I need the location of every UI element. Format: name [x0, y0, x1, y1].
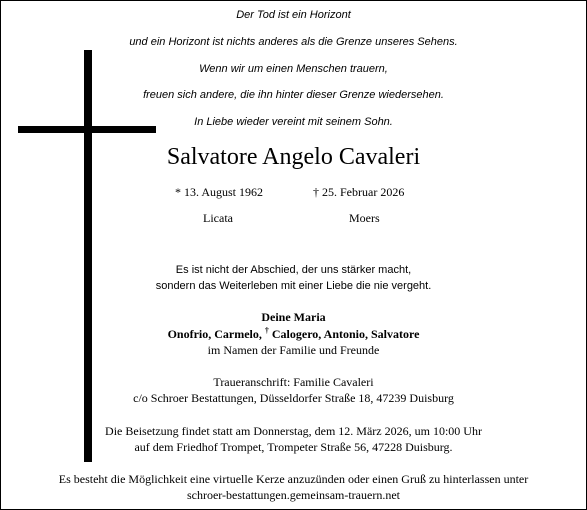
- death-date: † 25. Februar 2026: [313, 185, 405, 199]
- deceased-name: Salvatore Angelo Cavaleri: [166, 144, 421, 170]
- funeral-line-1: Die Beisetzung findet statt am Donnerstag, dem 12. März 2026, um 10:00 Uhr: [105, 424, 482, 438]
- mourners-names-part-2: Calogero, Antonio, Salvatore: [271, 327, 420, 341]
- footer-line-1: Es besteht die Möglichkeit eine virtuelle Kerze anzuzünden oder einen Gruß zu hinterlassen unter: [58, 472, 529, 486]
- poem-line-5: In Liebe wieder vereint mit seinem Sohn.: [194, 116, 393, 128]
- address-line-2: c/o Schroer Bestattungen, Düsseldorfer Straße 18, 47239 Duisburg: [133, 391, 454, 405]
- address-line-1: Traueranschrift: Familie Cavaleri: [213, 375, 374, 389]
- poem-line-3: Wenn wir um einen Menschen trauern,: [199, 63, 388, 75]
- quote-line-2: sondern das Weiterleben mit einer Liebe die nie vergeht.: [155, 280, 432, 292]
- poem-line-2: und ein Horizont ist nichts anderes als die Grenze unseres Sehens.: [129, 36, 458, 48]
- mourners-line-1: Deine Maria: [261, 310, 326, 324]
- birthplace: Licata: [203, 211, 233, 225]
- mourners-line-3: im Namen der Familie und Freunde: [207, 343, 380, 357]
- funeral-line-2: auf dem Friedhof Trompet, Trompeter Straße 56, 47228 Duisburg.: [134, 440, 453, 454]
- birth-date: * 13. August 1962: [175, 185, 264, 199]
- footer-website: schroer-bestattungen.gemeinsam-trauern.net: [186, 488, 400, 502]
- deathplace: Moers: [349, 211, 380, 225]
- poem-line-1: Der Tod ist ein Horizont: [236, 9, 351, 21]
- quote-line-1: Es ist nicht der Abschied, der uns stärker macht,: [175, 264, 412, 276]
- deceased-cross-mark: †: [264, 326, 269, 335]
- mourners-names-part-1: Onofrio, Carmelo,: [167, 327, 262, 341]
- poem-line-4: freuen sich andere, die ihn hinter dieser Grenze wiedersehen.: [143, 89, 444, 101]
- mourners-line-2: [0, 326, 587, 342]
